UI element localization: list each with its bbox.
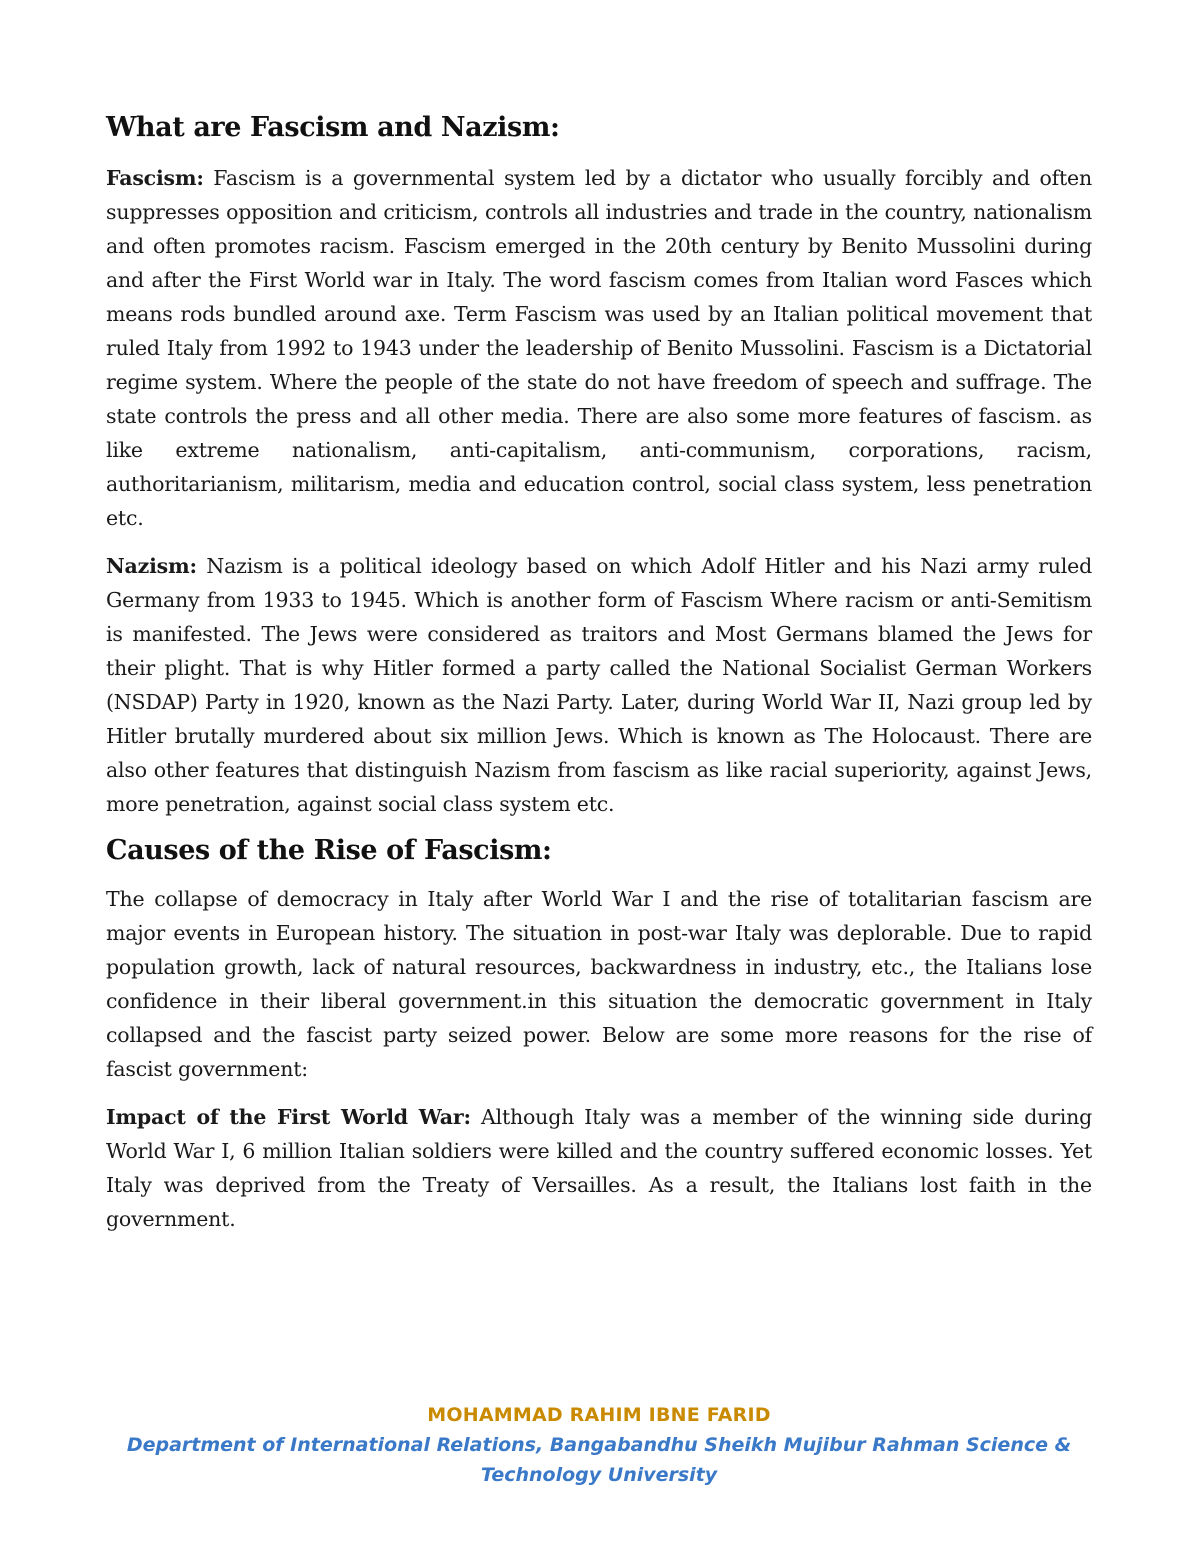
section-heading-fascism-nazism: What are Fascism and Nazism: [106,112,560,143]
term-label-fascism: Fascism: [106,166,204,190]
paragraph-text-nazism: Nazism is a political ideology based on which Adolf Hitler and his Nazi army ruled Germany from 1933 to 1945. Which is another form of Fascism Where racism or anti-Semitism is manifested. The Jews were considered as traitors and Most Germans blamed the Jews for their plight. That is why Hitler formed a party called the National Socialist German Workers (NSDAP) Party in 1920, known as the Nazi Party. Later, during World War II, Nazi group led by Hitler brutally murdered about six million Jews. Which is known as The Holocaust. There are also other features that distinguish Nazism from fascism as like racial superiority, against Jews, more penetration, against social class system etc. [106,554,1092,816]
paragraph-causes-intro: The collapse of democracy in Italy after World War I and the rise of totalitarian fascism are major events in European history. The situation in post-war Italy was deplorable. Due to rapid population growth, lack of natural resources, backwardness in industry, etc., the Italians lose confidence in their liberal government.in this situation the democratic government in Italy collapsed and the fascist party seized power. Below are some more reasons for the rise of fascist government: [106,887,1092,1081]
section-heading-causes: Causes of the Rise of Fascism: [106,835,552,866]
paragraph-fascism [106,161,1092,535]
footer-author: MOHAMMAD RAHIM IBNE FARID [427,1404,771,1426]
term-label-impact: Impact of the First World War: [106,1105,471,1129]
paragraph-nazism [106,549,1092,821]
paragraph-impact-wwi [106,1100,1092,1236]
paragraph-text-fascism: Fascism is a governmental system led by a dictator who usually forcibly and often suppresses opposition and criticism, controls all industries and trade in the country, nationalism and often promotes racism. Fascism emerged in the 20th century by Benito Mussolini during and after the First World war in Italy. The word fascism comes from Italian word Fasces which means rods bundled around axe. Term Fascism was used by an Italian political movement that ruled Italy from 1992 to 1943 under the leadership of Benito Mussolini. Fascism is a Dictatorial regime system. Where the people of the state do not have freedom of speech and suffrage. The state controls the press and all other media. There are also some more features of fascism. as like extreme nationalism, anti-capitalism, anti-communism, corporations, racism, authoritarianism, militarism, media and education control, social class system, less penetration etc. [106,166,1092,530]
document-body [106,104,1092,1250]
paragraph-text-impact: Although Italy was a member of the winning side during World War I, 6 million Italian soldiers were killed and the country suffered economic losses. Yet Italy was deprived from the Treaty of Versailles. As a result, the Italians lost faith in the government. [106,1105,1092,1231]
term-label-nazism: Nazism: [106,554,197,578]
footer-department: Department of International Relations, Bangabandhu Sheikh Mujibur Rahman Science & Technology University [126,1434,1072,1486]
page-footer [106,1400,1092,1490]
